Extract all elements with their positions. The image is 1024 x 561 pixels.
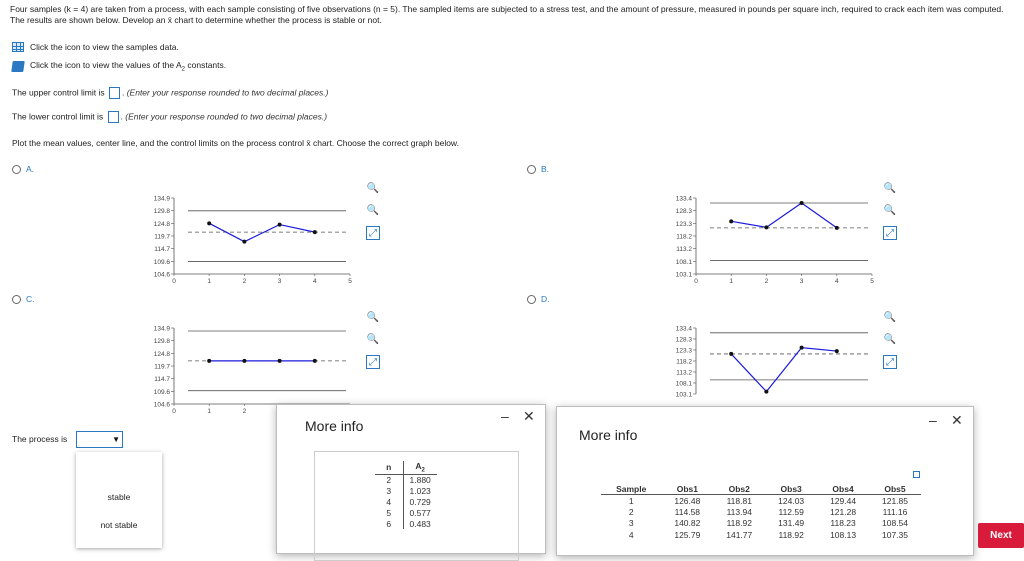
a2-cell-value: 0.729 [403,496,437,507]
obs-header: Obs4 [817,483,869,495]
obs-header: Sample [601,483,661,495]
obs-table-row [601,529,921,541]
y-tick-label: 114.7 [154,376,170,384]
y-tick-label: 114.7 [154,246,170,254]
samples-link-row[interactable] [12,42,179,52]
y-tick-label: 103.1 [675,391,692,399]
dropdown-option-stable[interactable]: stable [107,492,131,502]
y-tick-label: 103.1 [675,271,692,279]
obs-cell: 2 [628,506,634,517]
zoom-out-icon[interactable]: 🔍 [366,205,380,216]
obs-table-row [601,506,921,518]
mean-series-line [731,203,837,228]
obs-cell: 1 [628,495,634,506]
a2-table [375,461,437,529]
zoom-in-icon[interactable]: 🔍 [883,183,897,194]
mean-point [764,225,768,229]
y-tick-label: 134.9 [153,325,170,333]
modal-title: More info [305,418,364,434]
y-tick-label: 113.2 [676,246,692,254]
x-tick-label: 1 [729,278,734,285]
plot-instruction: Plot the mean values, center line, and the control limits on the process control x̄ chart. Choose the correct graph below. [12,138,459,148]
lcl-hint: (Enter your response rounded to two decimal places.) [125,111,328,122]
modal-title: More info [579,427,638,443]
a2-header-n: n [375,461,403,474]
y-tick-label: 119.7 [154,233,170,241]
obs-table-row [601,495,921,507]
y-tick-label: 108.1 [675,258,692,266]
obs-cell: 107.35 [882,529,908,540]
y-tick-label: 128.3 [675,208,692,216]
book-icon[interactable] [11,61,25,72]
obs-cell: 129.44 [830,495,857,506]
y-tick-label: 124.8 [153,350,170,358]
mean-point [278,223,282,227]
zoom-out-icon[interactable]: 🔍 [883,334,897,345]
x-tick-label: 2 [764,278,769,285]
option-b[interactable]: B. [527,164,549,174]
zoom-in-icon[interactable]: 🔍 [366,183,380,194]
obs-cell: 141.77 [726,529,753,540]
y-tick-label: 108.1 [675,380,692,388]
ucl-label: The upper control limit is [12,87,105,98]
y-tick-label: 113.2 [676,369,692,377]
obs-cell: 108.13 [830,529,857,540]
table-icon[interactable] [12,42,24,52]
mean-point [242,240,246,244]
minimize-button[interactable]: – [501,408,509,424]
x-tick-label: 1 [207,278,212,285]
obs-cell: 112.59 [778,506,804,517]
option-d-radio[interactable] [527,295,536,304]
expand-icon[interactable]: ⤢ [366,226,380,240]
constants-link-row[interactable] [12,60,226,73]
x-tick-label: 4 [834,278,839,285]
mean-point [207,221,211,225]
y-tick-label: 129.8 [153,208,170,216]
y-tick-label: 133.4 [675,325,692,333]
y-tick-label: 123.3 [675,347,692,355]
a2-cell-value: 1.023 [403,485,437,496]
obs-header: Obs5 [869,483,921,495]
mean-point [764,390,768,394]
a2-table-panel [314,451,519,561]
y-tick-label: 133.4 [675,195,692,203]
obs-cell: 125.79 [674,529,701,540]
obs-cell: 114.58 [674,506,701,517]
expand-icon[interactable]: ⤢ [366,355,380,369]
mean-point [313,359,317,363]
a2-header-a2: $A_2$ [403,461,437,474]
obs-header: Obs1 [661,483,713,495]
lcl-label: The lower control limit is [12,111,104,122]
obs-header: Obs2 [713,483,765,495]
x-tick-label: 0 [694,278,698,285]
lcl-input[interactable] [108,111,119,123]
y-tick-label: 124.8 [153,220,170,228]
y-tick-label: 109.6 [153,388,170,396]
obs-table-row [601,518,921,530]
expand-icon[interactable]: ⤢ [883,355,897,369]
a2-cell-n: 3 [386,485,392,496]
mean-point [729,219,733,223]
a2-table-row [375,496,437,507]
y-tick-label: 118.2 [676,358,692,366]
option-c[interactable]: C. [12,294,35,304]
y-tick-label: 128.3 [675,336,692,344]
option-d[interactable]: D. [527,294,550,304]
x-tick-label: 1 [207,408,212,415]
close-button[interactable]: ✕ [523,408,535,424]
a2-cell-value: 0.483 [403,518,437,529]
expand-icon[interactable]: ⤢ [883,226,897,240]
mean-point [278,359,282,363]
obs-cell: 126.48 [674,495,701,506]
a2-cell-n: 4 [386,496,392,507]
x-tick-label: 5 [348,278,352,285]
mean-point [835,349,839,353]
minimize-button[interactable]: – [929,412,937,428]
ucl-hint: (Enter your response rounded to two decimal places.) [126,87,329,98]
obs-table-panel [593,461,908,555]
mean-point [207,359,211,363]
x-tick-label: 2 [242,278,247,285]
obs-cell: 118.81 [726,495,752,506]
problem-intro: Four samples (k = 4) are taken from a process, with each sample consisting of five observations (n = 5). The sampled items are subjected to a stress test, and the amount of pressure, measured in pounds per square inch, required to crack each item was computed. The results are shown below. Develop an x̄ chart to determine whether the process is stable or not. [10,4,1004,25]
zoom-out-icon[interactable]: 🔍 [883,205,897,216]
samples-link-text: Click the icon to view the samples data. [30,42,179,52]
a2-cell-value: 0.577 [403,507,437,518]
a2-info-modal [276,404,546,554]
a2-cell-n: 2 [386,474,392,485]
process-select[interactable] [76,431,123,448]
close-button[interactable]: ✕ [951,412,963,428]
option-a-radio[interactable] [12,165,21,174]
mean-point [729,352,733,356]
x-tick-label: 5 [870,278,874,285]
option-c-radio[interactable] [12,295,21,304]
option-a[interactable]: A. [12,164,34,174]
y-tick-label: 134.9 [153,195,170,203]
a2-table-row [375,485,437,496]
ucl-row: The upper control limit is . (Enter your response rounded to two decimal places.) [12,87,329,98]
y-tick-label: 129.8 [153,338,170,346]
chart-option-d [652,316,882,406]
mean-point [800,201,804,205]
obs-info-modal [556,406,974,556]
y-tick-label: 118.2 [676,233,692,241]
obs-cell: 140.82 [674,518,701,529]
zoom-in-icon[interactable]: 🔍 [366,312,380,323]
dropdown-option-not-stable[interactable]: not stable [100,520,138,530]
y-tick-label: 119.7 [154,363,170,371]
obs-cell: 3 [628,518,634,529]
chart-option-c [130,316,360,416]
obs-cell: 131.49 [778,518,805,529]
constants-link-text: Click the icon to view the values of the $A_2$ constants. [30,60,227,73]
x-tick-label: 0 [172,408,176,415]
copy-icon[interactable] [913,471,920,478]
obs-cell: 118.23 [830,518,856,529]
a2-table-row [375,518,437,529]
zoom-out-icon[interactable]: 🔍 [366,334,380,345]
a2-table-row [375,507,437,518]
lcl-row: The lower control limit is . (Enter your response rounded to two decimal places.) [12,111,328,122]
y-tick-label: 123.3 [675,220,692,228]
obs-cell: 121.85 [882,495,908,506]
zoom-in-icon[interactable]: 🔍 [883,312,897,323]
next-button[interactable]: Next [978,523,1024,548]
mean-point [313,230,317,234]
a2-table-row [375,474,437,485]
process-dropdown [76,452,162,548]
chart-option-a [130,186,360,286]
x-tick-label: 0 [172,278,176,285]
a2-cell-n: 6 [386,518,392,529]
x-tick-label: 3 [799,278,804,285]
obs-cell: 124.03 [778,495,805,506]
obs-cell: 118.92 [778,529,804,540]
a2-cell-value: 1.880 [403,474,437,485]
a2-cell-n: 5 [386,507,392,518]
obs-cell: 4 [628,529,634,540]
obs-header: Obs3 [765,483,817,495]
obs-table [601,483,921,541]
ucl-input[interactable] [109,87,120,99]
obs-cell: 118.92 [726,518,752,529]
y-tick-label: 104.6 [153,271,170,279]
process-label: The process is [12,434,68,444]
dropdown-arrow-icon[interactable]: ▼ [112,435,120,444]
y-tick-label: 104.6 [153,401,170,409]
x-tick-label: 4 [312,278,317,285]
obs-cell: 121.28 [830,506,857,517]
x-tick-label: 3 [277,278,282,285]
mean-point [835,226,839,230]
option-b-radio[interactable] [527,165,536,174]
y-tick-label: 109.6 [153,258,170,266]
chart-option-b [652,186,882,286]
obs-cell: 111.16 [882,506,908,517]
obs-cell: 108.54 [882,518,908,529]
x-tick-label: 2 [242,408,247,415]
mean-point [800,346,804,350]
mean-point [242,359,246,363]
obs-cell: 113.94 [726,506,752,517]
